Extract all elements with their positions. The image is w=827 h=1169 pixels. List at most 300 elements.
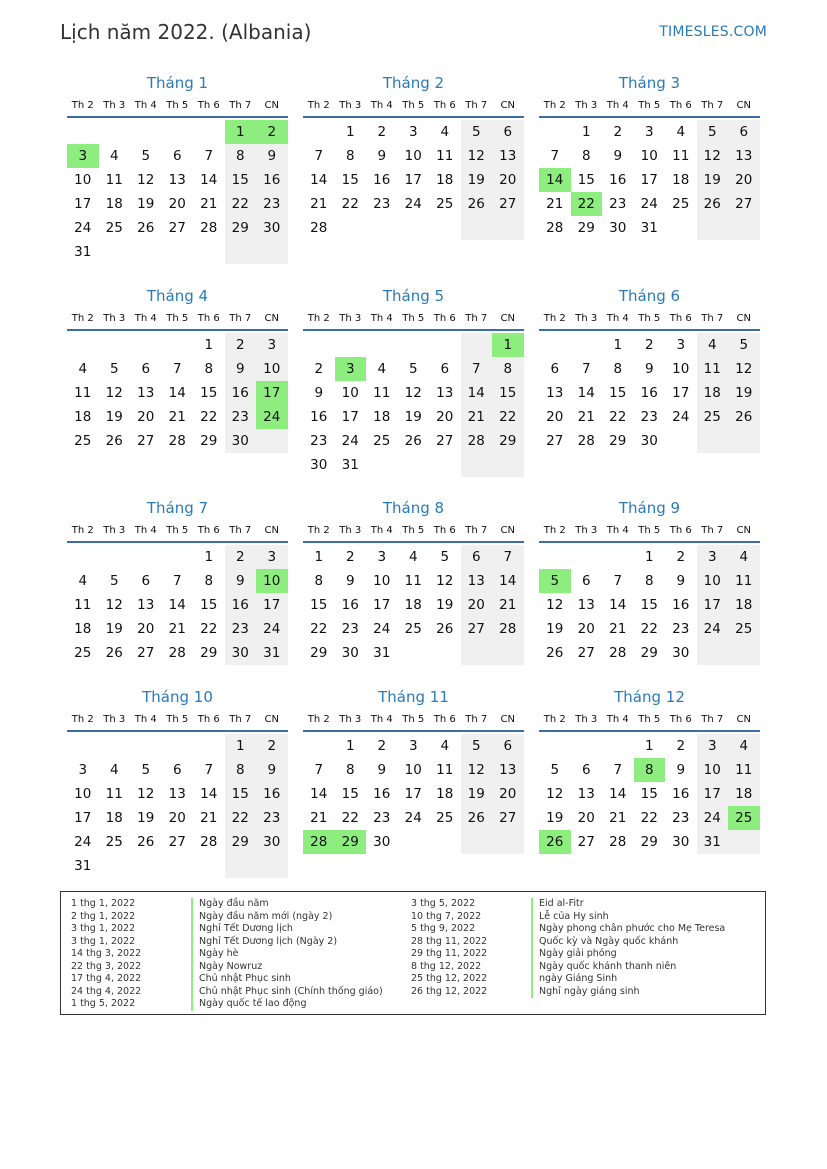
day-cell: 8 — [581, 148, 591, 164]
day-cell: 4 — [109, 762, 119, 778]
weekday-header — [67, 521, 288, 543]
empty-cell — [193, 120, 225, 144]
day-cell: 2 — [345, 549, 355, 565]
empty-cell — [571, 734, 603, 758]
day-cell: 16 — [310, 409, 328, 425]
weekday-label: Th 4 — [134, 313, 157, 324]
day-cell: 21 — [609, 621, 627, 637]
weekday-label: Th 6 — [669, 714, 692, 725]
legend-date: 10 thg 7, 2022 — [411, 910, 482, 922]
days-grid — [67, 331, 288, 453]
day-cell: 6 — [172, 148, 182, 164]
holiday-day-cell: 26 — [539, 830, 571, 854]
day-cell: 22 — [225, 806, 257, 830]
weekday-label: CN — [500, 714, 515, 725]
day-cell: 22 — [225, 192, 257, 216]
days-grid — [67, 543, 288, 665]
day-cell: 27 — [137, 645, 155, 661]
day-cell: 13 — [546, 385, 564, 401]
day-cell: 29 — [200, 433, 218, 449]
day-cell: 19 — [137, 810, 155, 826]
day-cell: 15 — [200, 385, 218, 401]
day-cell: 14 — [200, 786, 218, 802]
day-cell: 18 — [728, 782, 760, 806]
day-cell: 9 — [314, 385, 324, 401]
day-cell: 23 — [640, 409, 658, 425]
weekday-label: Th 7 — [701, 313, 724, 324]
day-cell: 7 — [314, 762, 324, 778]
day-cell: 28 — [310, 220, 328, 236]
day-cell: 28 — [200, 220, 218, 236]
legend-date: 28 thg 11, 2022 — [411, 935, 488, 947]
day-cell: 8 — [314, 573, 324, 589]
day-cell: 5 — [440, 549, 450, 565]
weekday-label: Th 5 — [402, 100, 425, 111]
day-cell: 7 — [204, 762, 214, 778]
legend-holiday-name: Ngày Nowruz — [191, 961, 262, 974]
day-cell: 25 — [728, 617, 760, 641]
weekday-label: Th 3 — [103, 714, 126, 725]
legend-date: 2 thg 1, 2022 — [71, 910, 136, 922]
day-cell: 28 — [492, 617, 524, 641]
empty-cell — [697, 641, 729, 665]
day-cell: 12 — [697, 144, 729, 168]
day-cell: 17 — [373, 597, 391, 613]
holiday-day-cell: 8 — [634, 758, 666, 782]
day-cell: 10 — [341, 385, 359, 401]
weekday-header — [67, 96, 288, 118]
day-cell: 1 — [345, 124, 355, 140]
empty-cell — [67, 734, 99, 758]
legend-date: 14 thg 3, 2022 — [71, 948, 142, 959]
holiday-day-cell: 28 — [303, 830, 335, 854]
day-cell: 21 — [546, 196, 564, 212]
day-cell: 21 — [200, 196, 218, 212]
legend-holiday-name: Ngày giải phóng — [531, 948, 617, 961]
legend-holiday-name: Nghỉ Tết Dương lịch — [191, 923, 293, 936]
weekday-label: Th 7 — [701, 714, 724, 725]
legend-holiday-name: Nghỉ Tết Dương lịch (Ngày 2) — [191, 936, 337, 949]
day-cell: 11 — [728, 569, 760, 593]
weekday-label: Th 4 — [606, 100, 629, 111]
day-cell: 27 — [546, 433, 564, 449]
day-cell: 6 — [440, 361, 450, 377]
weekday-label: Th 4 — [134, 714, 157, 725]
weekday-label: Th 7 — [229, 313, 252, 324]
day-cell: 1 — [345, 738, 355, 754]
empty-cell — [130, 333, 162, 357]
weekday-label: CN — [264, 313, 279, 324]
day-cell: 4 — [728, 734, 760, 758]
day-cell: 4 — [78, 361, 88, 377]
day-cell: 14 — [609, 786, 627, 802]
day-cell: 26 — [461, 192, 493, 216]
day-cell: 27 — [137, 433, 155, 449]
day-cell: 24 — [404, 810, 422, 826]
holiday-day-cell: 1 — [492, 333, 524, 357]
day-cell: 27 — [577, 834, 595, 850]
day-cell: 30 — [341, 645, 359, 661]
day-cell: 7 — [613, 573, 623, 589]
weekday-label: Th 4 — [134, 525, 157, 536]
weekday-label: Th 7 — [229, 525, 252, 536]
legend-holiday-name: Ngày phong chân phước cho Mẹ Teresa — [531, 923, 725, 936]
empty-cell — [256, 429, 288, 453]
empty-cell — [193, 854, 225, 878]
day-cell: 24 — [640, 196, 658, 212]
day-cell: 10 — [373, 573, 391, 589]
day-cell: 2 — [676, 738, 686, 754]
day-cell: 12 — [546, 597, 564, 613]
day-cell: 17 — [697, 593, 729, 617]
weekday-label: Th 2 — [71, 525, 94, 536]
day-cell: 6 — [550, 361, 560, 377]
weekday-label: Th 7 — [701, 100, 724, 111]
day-cell: 13 — [137, 385, 155, 401]
day-cell: 19 — [404, 409, 422, 425]
day-cell: 9 — [345, 573, 355, 589]
day-cell: 14 — [168, 597, 186, 613]
month-title: Tháng 3 — [618, 74, 681, 92]
day-cell: 21 — [461, 405, 493, 429]
day-cell: 26 — [461, 806, 493, 830]
day-cell: 26 — [137, 834, 155, 850]
weekday-label: CN — [736, 714, 751, 725]
day-cell: 16 — [609, 172, 627, 188]
day-cell: 27 — [461, 617, 493, 641]
month-title: Tháng 11 — [378, 688, 449, 706]
legend-date: 25 thg 12, 2022 — [411, 973, 488, 984]
weekday-label: Th 6 — [433, 313, 456, 324]
day-cell: 27 — [168, 220, 186, 236]
empty-cell — [162, 240, 194, 264]
day-cell: 29 — [200, 645, 218, 661]
day-cell: 23 — [672, 810, 690, 826]
day-cell: 5 — [109, 573, 119, 589]
weekday-label: Th 2 — [307, 525, 330, 536]
day-cell: 22 — [200, 621, 218, 637]
day-cell: 5 — [461, 734, 493, 758]
day-cell: 18 — [436, 786, 454, 802]
weekday-label: Th 4 — [370, 313, 393, 324]
day-cell: 20 — [728, 168, 760, 192]
day-cell: 21 — [310, 810, 328, 826]
days-grid — [539, 543, 760, 665]
day-cell: 17 — [74, 810, 92, 826]
weekday-label: CN — [500, 525, 515, 536]
weekday-label: Th 7 — [229, 714, 252, 725]
day-cell: 24 — [404, 196, 422, 212]
empty-cell — [492, 216, 524, 240]
empty-cell — [398, 830, 430, 854]
empty-cell — [162, 854, 194, 878]
day-cell: 19 — [728, 381, 760, 405]
day-cell: 22 — [310, 621, 328, 637]
weekday-label: Th 2 — [543, 525, 566, 536]
day-cell: 1 — [581, 124, 591, 140]
day-cell: 26 — [728, 405, 760, 429]
day-cell: 25 — [436, 810, 454, 826]
empty-cell — [398, 333, 430, 357]
day-cell: 5 — [697, 120, 729, 144]
day-cell: 19 — [137, 196, 155, 212]
day-cell: 12 — [461, 758, 493, 782]
day-cell: 13 — [137, 597, 155, 613]
day-cell: 28 — [461, 429, 493, 453]
empty-cell — [602, 734, 634, 758]
day-cell: 18 — [74, 621, 92, 637]
empty-cell — [162, 333, 194, 357]
weekday-label: Th 6 — [669, 525, 692, 536]
days-grid — [303, 331, 524, 477]
legend-holiday-name: Chủ nhật Phục sinh (Chính thống giáo) — [191, 986, 383, 999]
weekday-label: Th 4 — [370, 525, 393, 536]
day-cell: 31 — [640, 220, 658, 236]
weekday-label: CN — [736, 525, 751, 536]
legend-date: 3 thg 1, 2022 — [71, 923, 136, 934]
day-cell: 20 — [546, 409, 564, 425]
day-cell: 2 — [256, 734, 288, 758]
weekday-label: Th 4 — [370, 714, 393, 725]
day-cell: 5 — [461, 120, 493, 144]
empty-cell — [539, 545, 571, 569]
day-cell: 14 — [461, 381, 493, 405]
month-calendar — [67, 283, 288, 453]
weekday-label: Th 5 — [166, 714, 189, 725]
day-cell: 13 — [461, 569, 493, 593]
weekday-label: Th 2 — [543, 313, 566, 324]
legend-date: 5 thg 9, 2022 — [411, 923, 476, 934]
day-cell: 24 — [341, 433, 359, 449]
empty-cell — [602, 545, 634, 569]
empty-cell — [366, 216, 398, 240]
legend-holiday-name: Chủ nhật Phục sinh — [191, 973, 291, 986]
day-cell: 8 — [204, 361, 214, 377]
day-cell: 23 — [341, 621, 359, 637]
empty-cell — [429, 333, 461, 357]
weekday-label: Th 5 — [638, 525, 661, 536]
month-calendar — [303, 70, 524, 240]
day-cell: 10 — [74, 786, 92, 802]
weekday-label: CN — [264, 525, 279, 536]
weekday-label: Th 6 — [433, 100, 456, 111]
weekday-label: Th 2 — [71, 100, 94, 111]
holiday-day-cell: 2 — [256, 120, 288, 144]
holiday-day-cell: 14 — [539, 168, 571, 192]
empty-cell — [398, 641, 430, 665]
day-cell: 21 — [609, 810, 627, 826]
day-cell: 10 — [672, 361, 690, 377]
month-title: Tháng 12 — [614, 688, 685, 706]
day-cell: 27 — [577, 645, 595, 661]
weekday-label: Th 3 — [575, 525, 598, 536]
day-cell: 9 — [676, 762, 686, 778]
day-cell: 15 — [492, 381, 524, 405]
day-cell: 4 — [440, 738, 450, 754]
day-cell: 4 — [408, 549, 418, 565]
day-cell: 16 — [341, 597, 359, 613]
day-cell: 3 — [256, 545, 288, 569]
month-title: Tháng 4 — [146, 287, 209, 305]
day-cell: 19 — [436, 597, 454, 613]
day-cell: 29 — [609, 433, 627, 449]
weekday-label: Th 5 — [402, 525, 425, 536]
day-cell: 16 — [256, 782, 288, 806]
empty-cell — [225, 854, 257, 878]
day-cell: 6 — [581, 762, 591, 778]
day-cell: 4 — [78, 573, 88, 589]
day-cell: 20 — [168, 810, 186, 826]
weekday-header — [539, 309, 760, 331]
weekday-label: Th 4 — [370, 100, 393, 111]
day-cell: 15 — [310, 597, 328, 613]
day-cell: 5 — [550, 762, 560, 778]
month-calendar — [539, 283, 760, 453]
day-cell: 13 — [168, 172, 186, 188]
day-cell: 1 — [613, 337, 623, 353]
empty-cell — [492, 830, 524, 854]
day-cell: 14 — [310, 786, 328, 802]
empty-cell — [539, 734, 571, 758]
day-cell: 6 — [581, 573, 591, 589]
day-cell: 30 — [672, 834, 690, 850]
day-cell: 9 — [377, 148, 387, 164]
day-cell: 19 — [697, 168, 729, 192]
holiday-legend — [60, 891, 766, 1015]
weekday-label: Th 4 — [606, 714, 629, 725]
day-cell: 20 — [577, 621, 595, 637]
weekday-header — [539, 96, 760, 118]
day-cell: 9 — [256, 144, 288, 168]
day-cell: 4 — [697, 333, 729, 357]
day-cell: 30 — [373, 834, 391, 850]
day-cell: 22 — [200, 409, 218, 425]
day-cell: 21 — [200, 810, 218, 826]
weekday-label: Th 5 — [402, 313, 425, 324]
day-cell: 25 — [105, 834, 123, 850]
day-cell: 23 — [310, 433, 328, 449]
day-cell: 12 — [137, 172, 155, 188]
weekday-header — [303, 96, 524, 118]
day-cell: 3 — [676, 337, 686, 353]
weekday-header — [539, 710, 760, 732]
empty-cell — [398, 216, 430, 240]
day-cell: 2 — [225, 545, 257, 569]
day-cell: 12 — [436, 573, 454, 589]
day-cell: 24 — [74, 220, 92, 236]
empty-cell — [193, 734, 225, 758]
weekday-label: Th 5 — [638, 714, 661, 725]
day-cell: 15 — [577, 172, 595, 188]
day-cell: 11 — [74, 597, 92, 613]
month-calendar — [303, 684, 524, 854]
day-cell: 10 — [404, 148, 422, 164]
day-cell: 6 — [492, 120, 524, 144]
empty-cell — [162, 545, 194, 569]
weekday-label: CN — [736, 100, 751, 111]
day-cell: 21 — [310, 196, 328, 212]
day-cell: 2 — [613, 124, 623, 140]
day-cell: 31 — [697, 830, 729, 854]
day-cell: 27 — [436, 433, 454, 449]
day-cell: 19 — [105, 621, 123, 637]
day-cell: 7 — [172, 361, 182, 377]
day-cell: 12 — [105, 385, 123, 401]
weekday-header — [303, 521, 524, 543]
weekday-label: CN — [264, 714, 279, 725]
day-cell: 19 — [461, 782, 493, 806]
weekday-label: Th 3 — [103, 100, 126, 111]
weekday-label: Th 7 — [465, 714, 488, 725]
day-cell: 5 — [141, 148, 151, 164]
legend-holiday-name: Quốc kỳ và Ngày quốc khánh — [531, 936, 678, 949]
day-cell: 29 — [577, 220, 595, 236]
month-title: Tháng 1 — [146, 74, 209, 92]
day-cell: 16 — [225, 381, 257, 405]
day-cell: 28 — [168, 645, 186, 661]
day-cell: 5 — [408, 361, 418, 377]
weekday-label: Th 7 — [465, 100, 488, 111]
day-cell: 9 — [676, 573, 686, 589]
day-cell: 18 — [697, 381, 729, 405]
days-grid — [303, 732, 524, 854]
weekday-header — [67, 309, 288, 331]
day-cell: 6 — [141, 573, 151, 589]
weekday-label: Th 6 — [669, 100, 692, 111]
empty-cell — [99, 545, 131, 569]
day-cell: 5 — [728, 333, 760, 357]
day-cell: 2 — [225, 333, 257, 357]
days-grid — [67, 732, 288, 878]
day-cell: 15 — [225, 168, 257, 192]
day-cell: 12 — [404, 385, 422, 401]
day-cell: 23 — [373, 196, 391, 212]
day-cell: 7 — [461, 357, 493, 381]
day-cell: 22 — [341, 810, 359, 826]
day-cell: 14 — [492, 569, 524, 593]
empty-cell — [303, 120, 335, 144]
day-cell: 20 — [492, 168, 524, 192]
empty-cell — [665, 429, 697, 453]
day-cell: 9 — [613, 148, 623, 164]
holiday-day-cell: 17 — [256, 381, 288, 405]
day-cell: 13 — [168, 786, 186, 802]
site-link[interactable]: TIMESLES.COM — [659, 24, 767, 40]
empty-cell — [429, 216, 461, 240]
day-cell: 11 — [105, 786, 123, 802]
empty-cell — [366, 333, 398, 357]
weekday-label: Th 5 — [166, 100, 189, 111]
empty-cell — [665, 216, 697, 240]
day-cell: 25 — [436, 196, 454, 212]
day-cell: 13 — [492, 758, 524, 782]
day-cell: 24 — [256, 617, 288, 641]
day-cell: 21 — [168, 409, 186, 425]
day-cell: 8 — [492, 357, 524, 381]
empty-cell — [256, 854, 288, 878]
day-cell: 9 — [377, 762, 387, 778]
day-cell: 20 — [137, 621, 155, 637]
month-title: Tháng 2 — [382, 74, 445, 92]
weekday-label: Th 6 — [197, 714, 220, 725]
day-cell: 5 — [109, 361, 119, 377]
legend-date: 29 thg 11, 2022 — [411, 948, 488, 959]
day-cell: 22 — [640, 621, 658, 637]
weekday-label: Th 2 — [71, 714, 94, 725]
day-cell: 30 — [256, 830, 288, 854]
day-cell: 1 — [644, 738, 654, 754]
day-cell: 14 — [200, 172, 218, 188]
